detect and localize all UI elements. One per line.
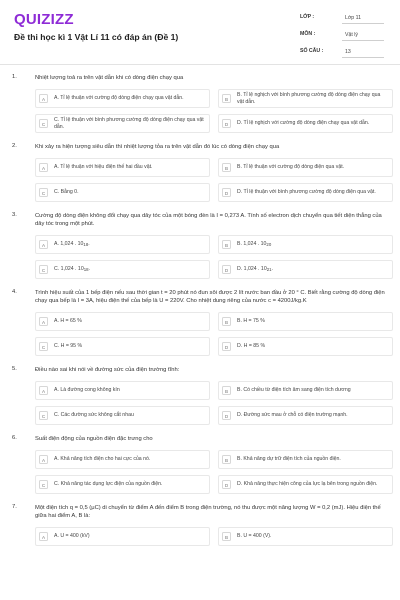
option-letter: A [39,532,48,541]
meta-row-count [300,46,386,60]
option-letter: B [222,455,231,464]
option-d[interactable] [218,337,393,356]
option-a[interactable] [35,89,210,108]
option-b[interactable] [218,450,393,469]
option-base: B. 1,024 . 10 [237,241,267,247]
question-list [0,74,400,556]
option-letter: B [222,386,231,395]
question-number: 2. [12,143,17,149]
meta-box [300,12,386,63]
option-letter: D [222,342,231,351]
option-letter: B [222,532,231,541]
meta-label: LỚP : [300,14,315,20]
option-text: B. U = 400 (V). [237,533,272,539]
option-exponent: 18 [83,242,89,247]
option-tail: . [88,241,90,247]
option-text: A. Tỉ lệ thuận với hiệu điện thế hai đầu vật. [54,164,153,170]
option-letter: A [39,386,48,395]
option-exponent: 18 [83,267,89,272]
option-letter: C [39,188,48,197]
option-text: D. H = 85 % [237,343,266,349]
option-letter: D [222,411,231,420]
option-letter: C [39,480,48,489]
option-d[interactable] [218,260,393,279]
answer-options [35,450,390,494]
option-text: C. Tỉ lệ thuận với bình phương cường độ dòng điện chạy qua vật dẫn. [54,116,204,130]
option-exponent: 20 [266,242,272,247]
option-text: C. Bằng 0. [54,189,79,195]
option-letter: A [39,240,48,249]
option-text: A. Là đường cong không kín [54,387,120,393]
option-text: A. Khả năng tích điện cho hai cực của nó. [54,456,151,462]
option-text [54,263,205,276]
option-d[interactable] [218,475,393,494]
question-6 [0,435,400,494]
meta-value: Lớp 11 [342,12,384,24]
option-letter: C [39,119,48,128]
question-7 [0,504,400,546]
option-base: A. 1,024 . 10 [54,241,84,247]
option-b[interactable] [218,381,393,400]
option-a[interactable] [35,381,210,400]
option-text: D. Tỉ lệ nghịch với cường độ dòng điện chạy qua vật dẫn. [237,120,370,126]
option-text [237,263,388,276]
meta-label: SỐ CÂU : [300,48,324,54]
option-base: D. 1,024 . 10 [237,266,267,272]
option-c[interactable] [35,183,210,202]
option-a[interactable] [35,450,210,469]
option-letter: D [222,119,231,128]
option-text: C. Các đường sức không cắt nhau [54,412,134,418]
option-text: A. U = 400 (kV) [54,533,90,539]
option-text: B. Tỉ lệ thuận với cường độ dòng điện qua vật. [237,164,345,170]
question-4 [0,289,400,356]
option-c[interactable] [35,114,210,133]
option-letter: A [39,94,48,103]
option-text: B. Tỉ lệ nghịch với bình phương cường độ dòng điện chạy qua vật dẫn. [237,91,381,105]
question-text: Trình hiệu suất của 1 bếp điện nếu sau thời gian t = 20 phút nó đun sôi được 2 lít nước ban đầu ở 20 ° C. Biết rằng cường độ dòng điện chạy qua bếp là I = 3A, hiệu điện thế của bếp là U = 220V. Cho nhiệt dung riêng của nước c = 4200J/kg.K [35,290,385,304]
option-text: A. Tỉ lệ thuận với cường độ dòng điện chạy qua vật dẫn. [54,95,184,101]
option-text: D. Khả năng thực hiện công của lực lạ bên trong nguồn điện. [237,481,378,487]
option-a[interactable] [35,235,210,254]
option-b[interactable] [218,312,393,331]
question-text: Điều nào sai khi nói về đường sức của điện trường tĩnh: [35,367,180,373]
answer-options [35,89,390,133]
option-d[interactable] [218,114,393,133]
option-c[interactable] [35,406,210,425]
option-b[interactable] [218,235,393,254]
option-c[interactable] [35,475,210,494]
option-a[interactable] [35,527,210,546]
option-letter: D [222,265,231,274]
question-3 [0,212,400,279]
option-c[interactable] [35,260,210,279]
question-number: 7. [12,504,17,510]
option-letter: C [39,342,48,351]
question-text: Khi xảy ra hiện tượng siêu dẫn thì nhiệt lượng tỏa ra trên vật dẫn đó lúc có dòng điện chạy qua [35,144,280,150]
option-letter: B [222,163,231,172]
option-exponent: 21 [266,267,272,272]
meta-value: Vật lý [342,29,384,41]
option-text: D. Đường sức mau ở chỗ có điện trường mạnh. [237,412,348,418]
option-tail: . [88,266,90,272]
option-letter: D [222,480,231,489]
option-letter: B [222,317,231,326]
question-number: 3. [12,212,17,218]
option-b[interactable] [218,89,393,108]
option-base: C. 1,024 . 10 [54,266,84,272]
question-number: 6. [12,435,17,441]
answer-options [35,235,390,279]
question-number: 4. [12,289,17,295]
question-1 [0,74,400,133]
option-text: C. Khả năng tác dụng lực điện của nguồn điện. [54,481,163,487]
option-letter: A [39,163,48,172]
answer-options [35,527,390,546]
meta-label: MÔN : [300,31,316,37]
option-text: B. Khả năng dự trữ điện tích của nguồn điện. [237,456,341,462]
option-text: B. H = 75 % [237,318,265,324]
option-letter: B [222,94,231,103]
option-c[interactable] [35,337,210,356]
option-d[interactable] [218,183,393,202]
answer-options [35,312,390,356]
question-text: Cường độ dòng điện không đổi chạy qua dây tóc của một bóng đèn là I = 0,273 A. Tính số electron dịch chuyển qua tiết diện thẳng của dây tóc trong một phút. [35,213,382,227]
option-text: A. H = 65 % [54,318,82,324]
option-text: B. Có chiều từ điện tích âm sang điện tích dương [237,387,351,393]
option-letter: C [39,265,48,274]
option-text [237,238,388,251]
question-2 [0,143,400,202]
option-text: D. Tỉ lệ thuận với bình phương cường độ dòng điện qua vật. [237,189,376,195]
answer-options [35,381,390,425]
option-letter: D [222,188,231,197]
question-5 [0,366,400,425]
question-number: 5. [12,366,17,372]
option-letter: C [39,411,48,420]
question-text: Một điện tích q = 0,5 (μC) di chuyển từ điểm A đến điểm B trong điện trường, nó thu được một năng lượng W = 0,2 (mJ). Hiệu điện thế giữa hai điểm A, B là: [35,505,381,519]
question-text: Suất điện động của nguồn điện đặc trưng cho [35,436,153,442]
answer-options [35,158,390,202]
meta-row-subject [300,29,386,43]
question-number: 1. [12,74,17,80]
option-a[interactable] [35,312,210,331]
option-b[interactable] [218,527,393,546]
worksheet-header [0,0,400,65]
option-letter: A [39,317,48,326]
document-title: Đề thi học kì 1 Vật Lí 11 có đáp án (Đề 1) [14,32,179,42]
meta-value: 13 [342,46,384,58]
question-text: Nhiệt lượng toả ra trên vật dẫn khi có dòng điện chạy qua [35,75,184,81]
option-letter: B [222,240,231,249]
option-b[interactable] [218,158,393,177]
option-letter: A [39,455,48,464]
option-d[interactable] [218,406,393,425]
option-tail: . [271,266,273,272]
option-text [54,238,205,251]
meta-row-class [300,12,386,26]
option-text: C. H = 95 % [54,343,83,349]
quizizz-logo: QUIZIZZ [14,11,74,28]
option-a[interactable] [35,158,210,177]
